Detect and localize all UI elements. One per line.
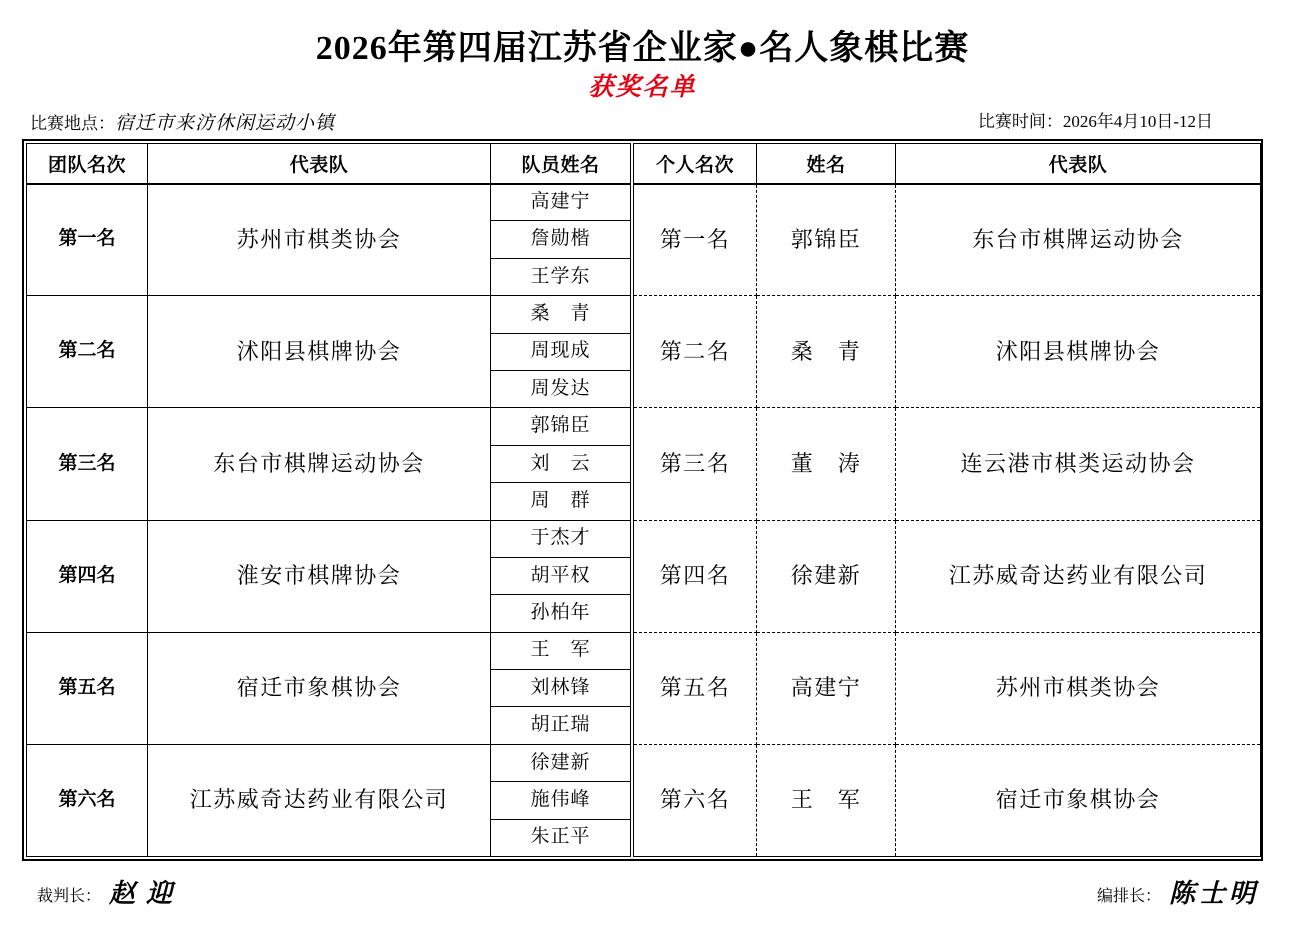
header-team-rank: 团队名次 [27, 144, 148, 184]
individual-row [634, 408, 1261, 520]
team-member-name: 王学东 [491, 258, 631, 295]
team-member-row [27, 744, 631, 781]
individual-rank: 第六名 [634, 744, 757, 856]
team-member-name: 胡平权 [491, 557, 631, 594]
date-value: 2026年4月10日-12日 [1062, 112, 1213, 131]
team-member-name: 周发达 [491, 370, 631, 407]
team-member-row [27, 632, 631, 669]
individual-rank: 第一名 [634, 184, 757, 296]
team-rank: 第四名 [27, 520, 148, 632]
team-table-head [27, 144, 631, 184]
venue-label: 比赛地点： [30, 114, 115, 133]
individual-row [634, 632, 1261, 744]
team-member-name: 周 群 [491, 483, 631, 520]
individual-name: 郭锦臣 [757, 184, 896, 296]
team-rank: 第一名 [27, 184, 148, 296]
individual-team: 苏州市棋类协会 [896, 632, 1261, 744]
individual-name: 徐建新 [757, 520, 896, 632]
individual-name: 王 军 [757, 744, 896, 856]
individual-name: 高建宁 [757, 632, 896, 744]
individual-team: 江苏威奇达药业有限公司 [896, 520, 1261, 632]
individual-team: 宿迁市象棋协会 [896, 744, 1261, 856]
individual-team: 连云港市棋类运动协会 [896, 408, 1261, 520]
team-table-header-row [27, 144, 631, 184]
team-member-name: 刘林锋 [491, 670, 631, 707]
individual-table-body [634, 184, 1261, 857]
individual-row [634, 296, 1261, 408]
team-name: 江苏威奇达药业有限公司 [148, 744, 491, 856]
date-line [978, 110, 1213, 134]
team-member-name: 詹勋楷 [491, 221, 631, 258]
header-individual-name: 姓名 [757, 144, 896, 184]
team-member-row [27, 184, 631, 221]
team-member-name: 桑 青 [491, 296, 631, 333]
team-member-name: 胡正瑞 [491, 707, 631, 744]
team-member-name: 朱正平 [491, 819, 631, 856]
chief-arranger [1097, 874, 1259, 914]
individual-rank: 第四名 [634, 520, 757, 632]
team-table-body [27, 184, 631, 857]
individual-team: 东台市棋牌运动协会 [896, 184, 1261, 296]
team-rank: 第五名 [27, 632, 148, 744]
chief-arranger-signature: 陈士明 [1169, 878, 1260, 908]
individual-table-head [634, 144, 1261, 184]
team-member-row [27, 520, 631, 557]
team-name: 淮安市棋牌协会 [148, 520, 491, 632]
team-name: 苏州市棋类协会 [148, 184, 491, 296]
venue-line [30, 111, 335, 137]
team-name: 东台市棋牌运动协会 [148, 408, 491, 520]
header-individual-team: 代表队 [896, 144, 1261, 184]
individual-rank: 第二名 [634, 296, 757, 408]
individual-name: 桑 青 [757, 296, 896, 408]
team-rank: 第六名 [27, 744, 148, 856]
team-name: 沭阳县棋牌协会 [148, 296, 491, 408]
individual-rank: 第五名 [634, 632, 757, 744]
chief-referee-signature: 赵迎 [109, 878, 184, 908]
team-name: 宿迁市象棋协会 [148, 632, 491, 744]
team-rank: 第二名 [27, 296, 148, 408]
venue-value: 宿迁市来汸休闲运动小镇 [115, 113, 336, 134]
individual-row [634, 520, 1261, 632]
team-member-name: 于杰才 [491, 520, 631, 557]
team-member-name: 施伟峰 [491, 782, 631, 819]
individual-row [634, 184, 1261, 296]
individual-row [634, 744, 1261, 856]
individual-team: 沭阳县棋牌协会 [896, 296, 1261, 408]
individual-ranking-table [633, 143, 1261, 857]
individual-rank: 第三名 [634, 408, 757, 520]
team-ranking-table [26, 143, 631, 857]
team-member-name: 周现成 [491, 333, 631, 370]
team-member-name: 刘 云 [491, 445, 631, 482]
team-member-name: 徐建新 [491, 744, 631, 781]
chief-referee [37, 874, 183, 914]
individual-table-header-row [634, 144, 1261, 184]
date-label: 比赛时间： [977, 112, 1063, 131]
team-member-name: 郭锦臣 [491, 408, 631, 445]
header-team-members: 队员姓名 [491, 144, 631, 184]
results-sheet [22, 139, 1263, 861]
chief-referee-label: 裁判长： [37, 887, 102, 905]
team-member-name: 王 军 [491, 632, 631, 669]
subtitle: 获奖名单 [588, 74, 697, 101]
team-member-name: 孙柏年 [491, 595, 631, 632]
team-rank: 第三名 [27, 408, 148, 520]
header-individual-rank: 个人名次 [634, 144, 757, 184]
chief-arranger-label: 编排长： [1097, 887, 1162, 905]
team-member-row [27, 408, 631, 445]
team-member-row [27, 296, 631, 333]
team-member-name: 高建宁 [491, 184, 631, 221]
header-team-name: 代表队 [148, 144, 491, 184]
page-title: 2026年第四届江苏省企业家●名人象棋比赛 [315, 30, 970, 67]
individual-name: 董 涛 [757, 408, 896, 520]
